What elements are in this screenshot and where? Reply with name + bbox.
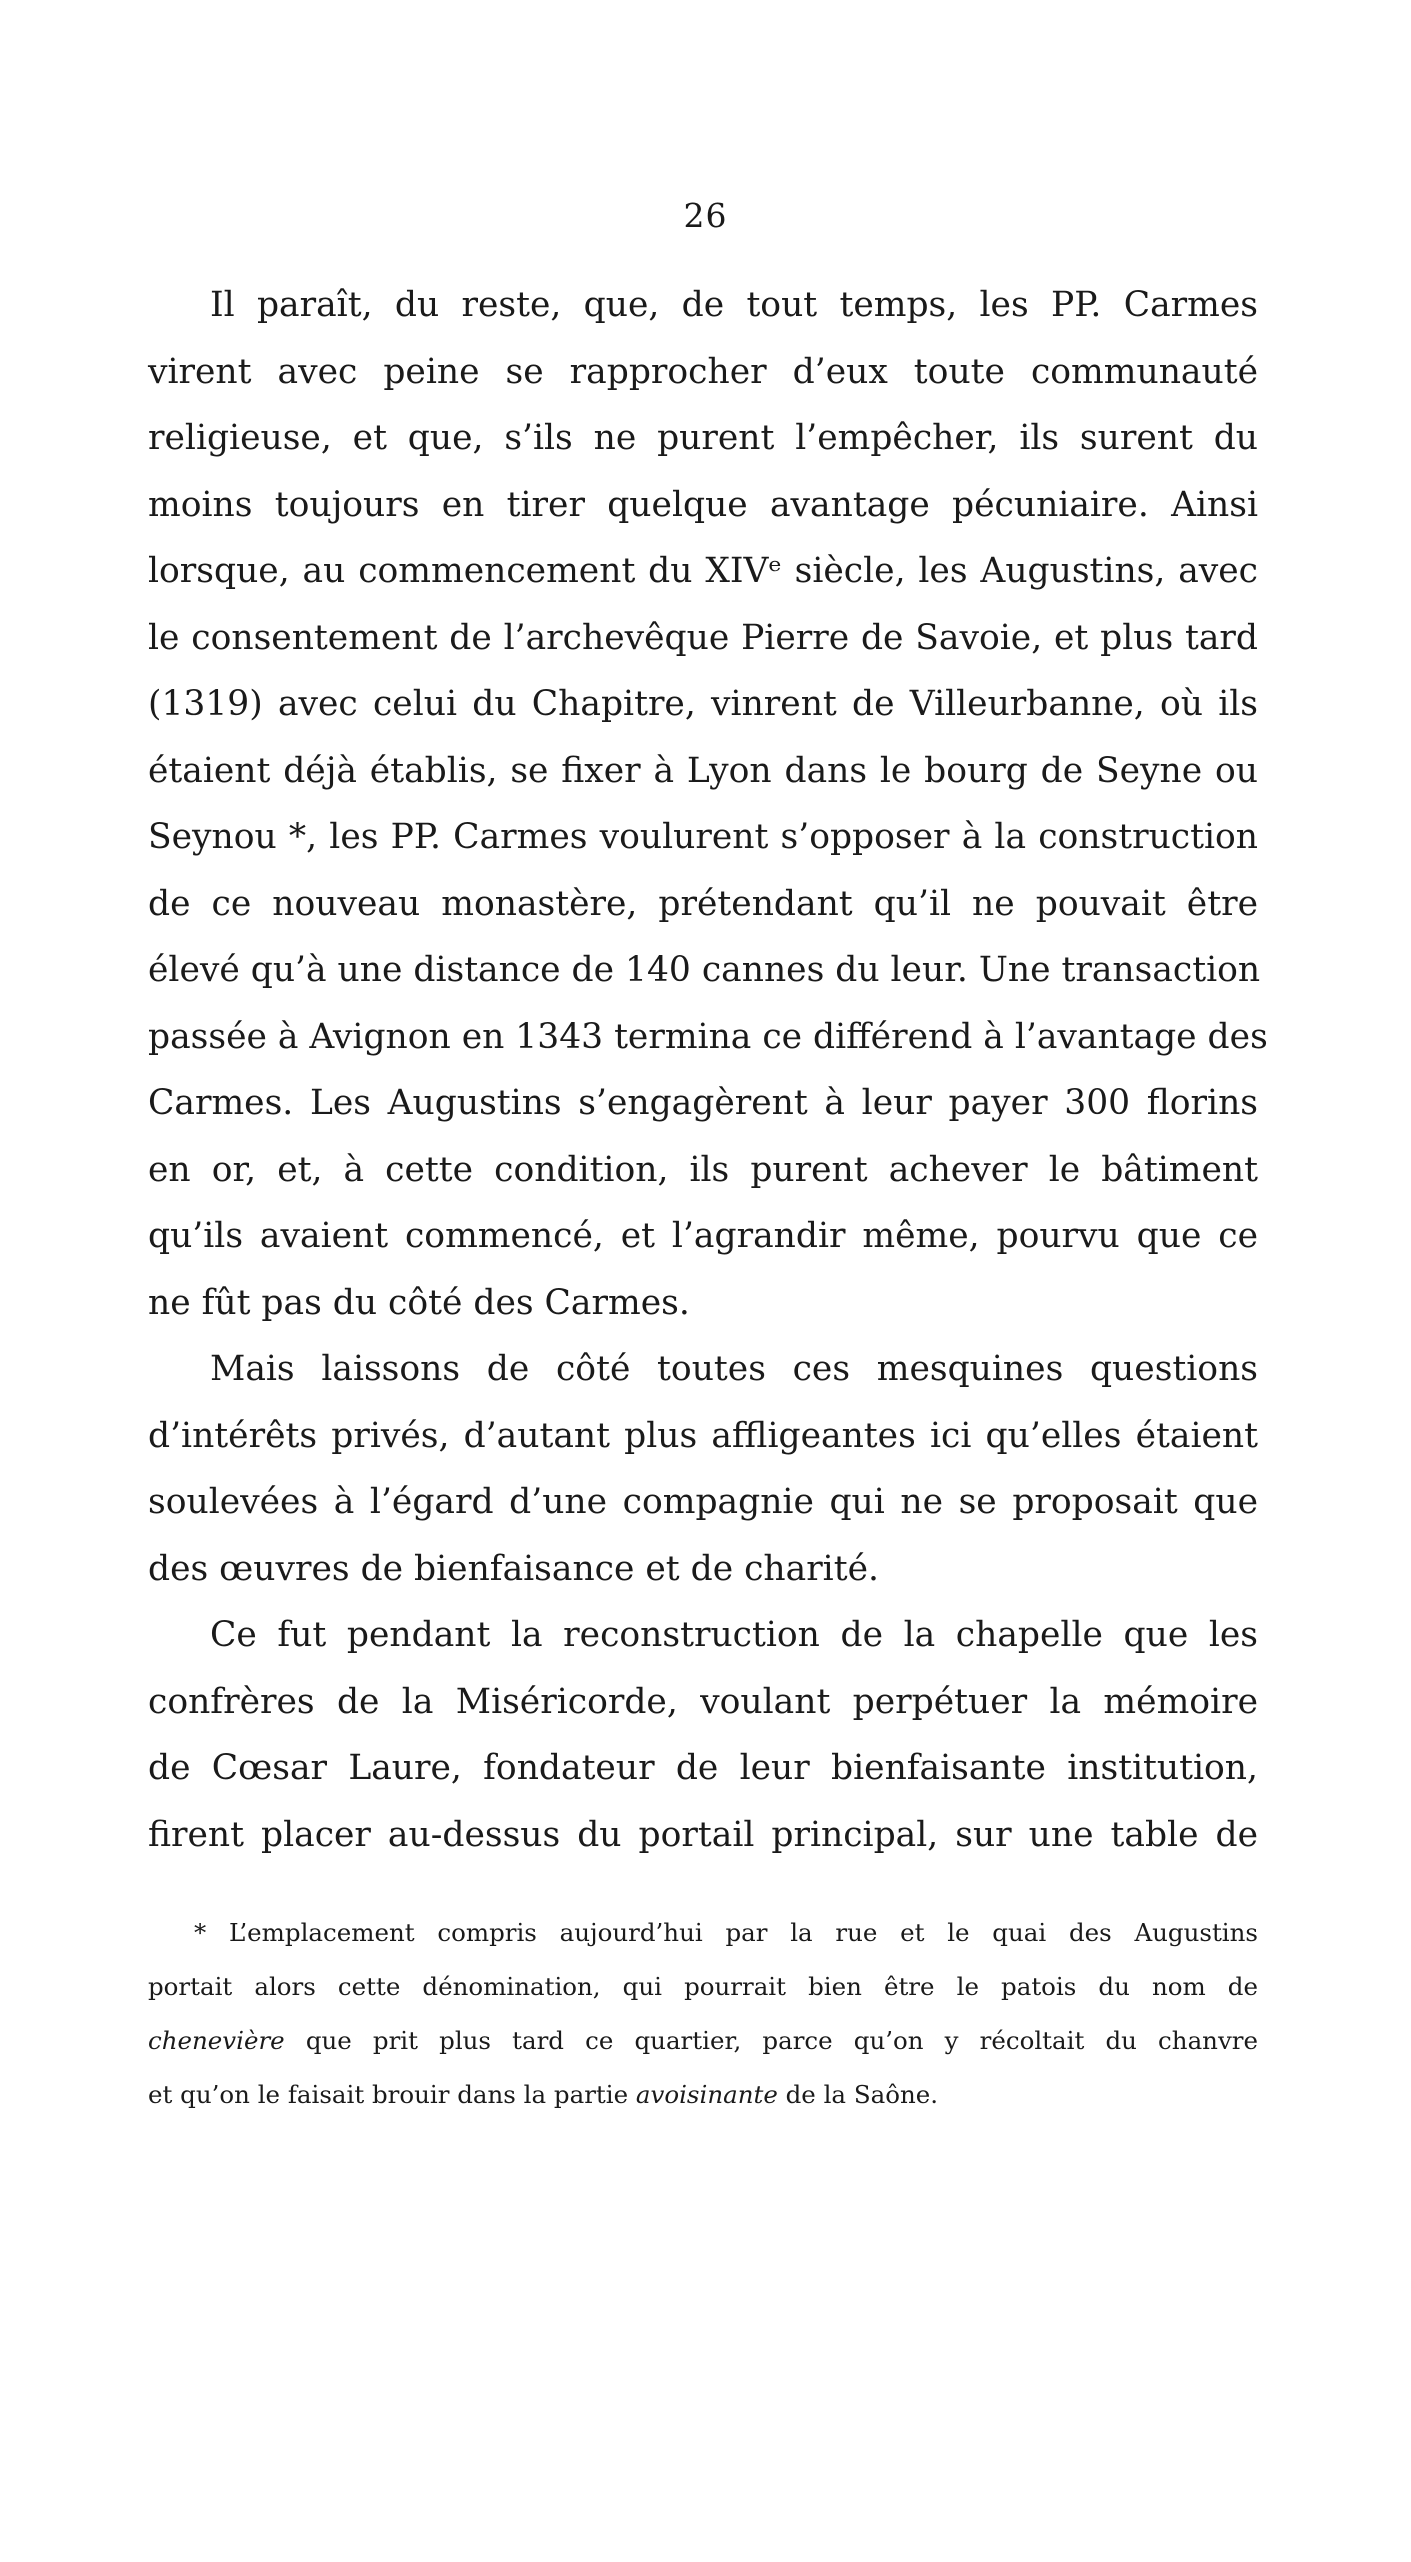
text-line: le consentement de l’archevêque Pierre de Savoie, et plus tard [148, 617, 1258, 658]
footnote-line: * L’emplacement compris aujourd’hui par la rue et le quai des Augustins [194, 1918, 1258, 1947]
text-line: Il paraît, du reste, que, de tout temps, les PP. Carmes [210, 285, 1258, 325]
footnote-text: et qu’on le faisait brouir dans la partie [148, 2080, 636, 2109]
text-line: en or, et, à cette condition, ils purent achever le bâtiment [148, 1149, 1258, 1190]
text-line: qu’ils avaient commencé, et l’agrandir même, pourvu que ce [148, 1216, 1258, 1256]
text-line: (1319) avec celui du Chapitre, vinrent de Villeurbanne, où ils [148, 684, 1258, 724]
text-line: étaient déjà établis, se fixer à Lyon dans le bourg de Seyne ou [148, 750, 1258, 791]
text-line: Carmes. Les Augustins s’engagèrent à leur payer 300 florins [148, 1083, 1258, 1123]
footnote-line [148, 2068, 1258, 2122]
text-line: élevé qu’à une distance de 140 cannes du leur. Une transaction [148, 950, 1261, 990]
footnote-line [148, 2014, 1258, 2068]
text-line: d’intérêts privés, d’autant plus affligeantes ici qu’elles étaient [148, 1415, 1258, 1456]
text-line: lorsque, au commencement du XIVᵉ siècle, les Augustins, avec [148, 551, 1258, 591]
text-line: virent avec peine se rapprocher d’eux toute communauté [148, 351, 1258, 392]
text-line: Ce fut pendant la reconstruction de la chapelle que les [210, 1615, 1258, 1655]
page-number: 26 [683, 196, 728, 235]
text-line: de Cœsar Laure, fondateur de leur bienfaisante institution, [148, 1748, 1258, 1788]
text-line: moins toujours en tirer quelque avantage pécuniaire. Ainsi [148, 484, 1258, 525]
text-line: religieuse, et que, s’ils ne purent l’empêcher, ils surent du [148, 418, 1258, 458]
text-line: passée à Avignon en 1343 termina ce différend à l’avantage des [148, 1016, 1268, 1057]
text-line: des œuvres de bienfaisance et de charité. [148, 1548, 879, 1589]
footnote-line: portait alors cette dénomination, qui pourrait bien être le patois du nom de [148, 1972, 1258, 2001]
footnote-text: de la Saône. [777, 2080, 939, 2109]
paragraph-3 [148, 1602, 1258, 1868]
text-line: ne fût pas du côté des Carmes. [148, 1282, 690, 1323]
paragraph-1 [148, 272, 1268, 1336]
footnote-text: que prit plus tard ce quartier, parce qu’on y récoltait du chanvre [284, 2026, 1258, 2055]
text-line: firent placer au-dessus du portail principal, sur une table de [148, 1814, 1258, 1855]
text-line: confrères de la Miséricorde, voulant perpétuer la mémoire [148, 1681, 1258, 1722]
footnote-italic-term: chenevière [148, 2026, 285, 2055]
text-line: Seynou *, les PP. Carmes voulurent s’opposer à la construction [148, 817, 1258, 857]
footnote [148, 1906, 1258, 2122]
text-line: Mais laissons de côté toutes ces mesquines questions [210, 1349, 1258, 1389]
text-line: soulevées à l’égard d’une compagnie qui ne se proposait que [148, 1482, 1258, 1522]
text-line: de ce nouveau monastère, prétendant qu’il ne pouvait être [148, 883, 1258, 924]
body-text [148, 272, 1268, 1868]
paragraph-2 [148, 1336, 1258, 1602]
footnote-italic-term: avoisinante [635, 2080, 778, 2109]
